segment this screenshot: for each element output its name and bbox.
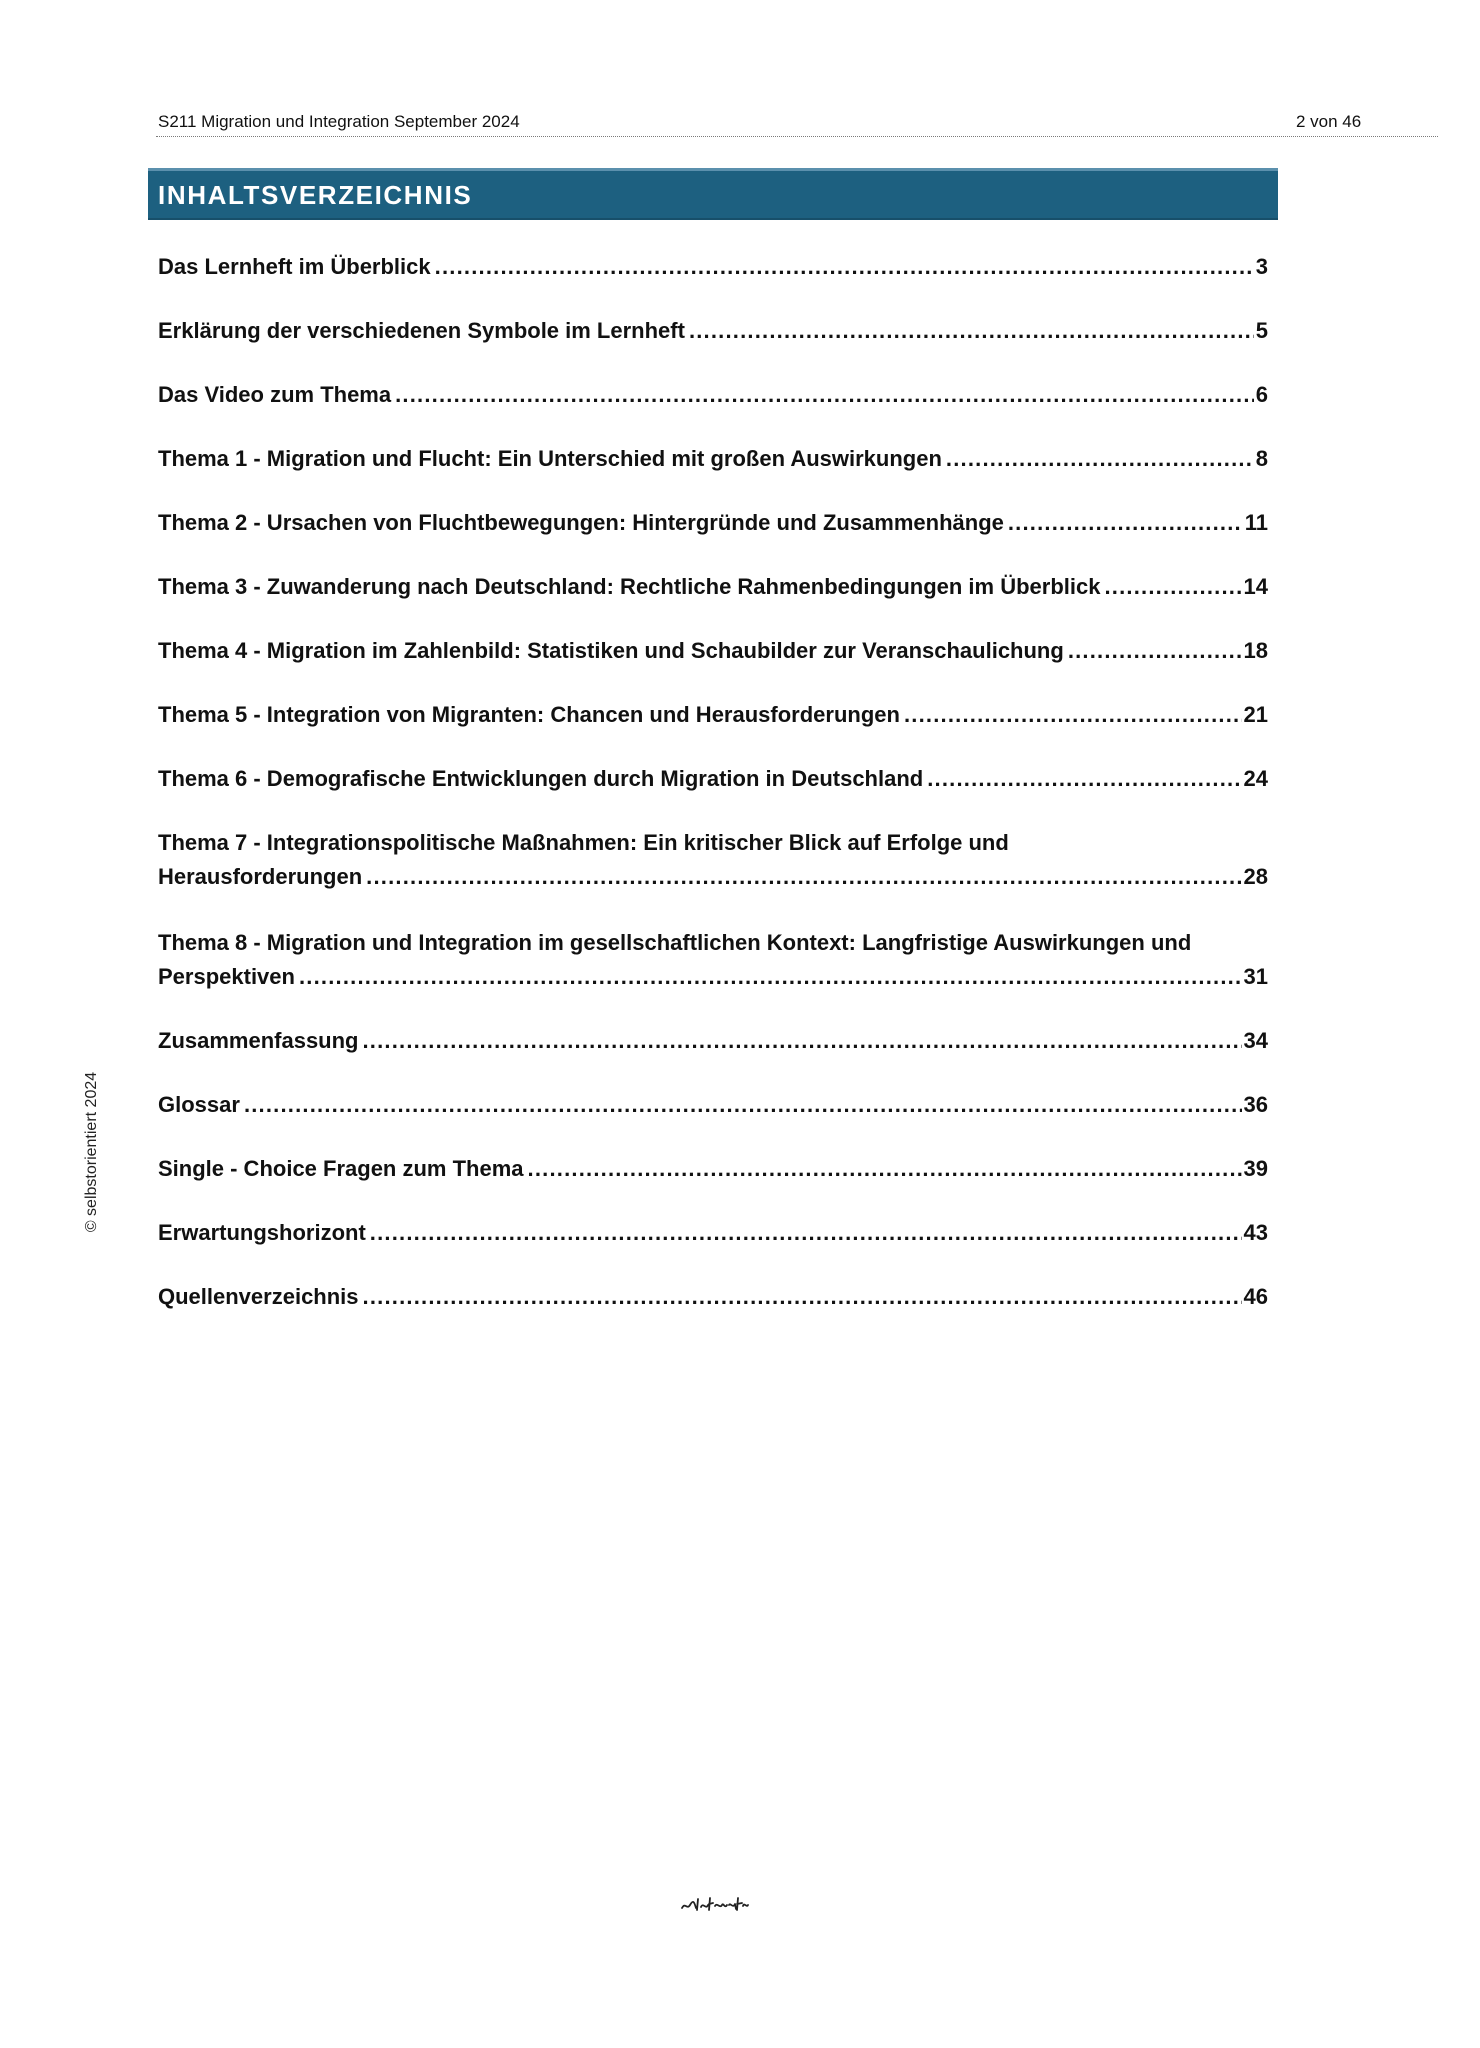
toc-title: INHALTSVERZEICHNIS <box>158 180 473 210</box>
toc-heading-banner <box>148 168 1278 220</box>
page-counter: 2 von 46 <box>1296 112 1362 131</box>
toc-page-number: 36 <box>1243 1092 1268 1117</box>
toc-entry-title: Thema 8 - Migration und Integration im gesellschaftlichen Kontext: Langfristige Auswirkungen und <box>158 930 1192 955</box>
toc-entry[interactable] <box>158 1152 1268 1186</box>
toc-dot-leader <box>363 1024 1242 1058</box>
toc-entry-title: Erklärung der verschiedenen Symbole im Lernheft <box>158 318 685 343</box>
toc-entry-title-continued: Perspektiven <box>158 964 295 989</box>
toc-page-number: 24 <box>1243 766 1268 791</box>
toc-dot-leader <box>299 960 1242 994</box>
toc-entry-title: Thema 5 - Integration von Migranten: Chancen und Herausforderungen <box>158 702 900 727</box>
toc-entry-title-continued: Herausforderungen <box>158 864 363 889</box>
toc-dot-leader <box>528 1152 1242 1186</box>
toc-entry[interactable] <box>158 1088 1268 1122</box>
toc-dot-leader <box>370 1216 1242 1250</box>
toc-entry[interactable] <box>158 442 1268 476</box>
copyright-notice: © selbstorientiert 2024 <box>83 1071 100 1233</box>
toc-entry-title: Quellenverzeichnis <box>158 1284 359 1309</box>
toc-entry-title: Thema 2 - Ursachen von Fluchtbewegungen: Hintergründe und Zusammenhänge <box>158 510 1004 535</box>
toc-entry-title: Zusammenfassung <box>158 1028 359 1053</box>
toc-page-number: 34 <box>1243 1028 1268 1053</box>
toc-dot-leader <box>395 378 1254 412</box>
toc-entry-title: Das Video zum Thema <box>158 382 392 407</box>
toc-entry-title: Thema 4 - Migration im Zahlenbild: Statistiken und Schaubilder zur Veranschaulichung <box>158 638 1064 663</box>
toc-dot-leader <box>689 314 1254 348</box>
document-title: S211 Migration und Integration September 2024 <box>158 112 520 131</box>
toc-dot-leader <box>927 762 1241 796</box>
toc-entry[interactable] <box>158 762 1268 796</box>
toc-page-number: 28 <box>1243 864 1268 889</box>
toc-entry[interactable] <box>158 826 1268 894</box>
toc-entry[interactable] <box>158 570 1268 604</box>
toc-page-number: 14 <box>1243 574 1268 599</box>
toc-page-number: 43 <box>1243 1220 1268 1245</box>
toc-page-number: 5 <box>1255 318 1268 343</box>
toc-entry-title: Thema 1 - Migration und Flucht: Ein Unterschied mit großen Auswirkungen <box>158 446 942 471</box>
toc-entry[interactable] <box>158 1024 1268 1058</box>
toc-entry-title: Erwartungshorizont <box>158 1220 366 1245</box>
toc-page-number: 21 <box>1243 702 1268 727</box>
toc-entry[interactable] <box>158 1216 1268 1250</box>
toc-entry[interactable] <box>158 1280 1268 1314</box>
page-header <box>156 110 1438 137</box>
toc-entry[interactable] <box>158 926 1268 994</box>
toc-page-number: 46 <box>1243 1284 1268 1309</box>
toc-entry[interactable] <box>158 506 1268 540</box>
toc-dot-leader <box>1008 506 1243 540</box>
toc-page-number: 3 <box>1255 254 1268 279</box>
footer-logo <box>680 1893 750 1915</box>
toc-page-number: 11 <box>1244 510 1268 535</box>
toc-dot-leader <box>244 1088 1242 1122</box>
toc-entry[interactable] <box>158 314 1268 348</box>
toc-dot-leader <box>435 250 1254 284</box>
toc-dot-leader <box>946 442 1254 476</box>
toc-dot-leader <box>366 860 1241 894</box>
toc-entry[interactable] <box>158 250 1268 284</box>
toc-entry-title: Thema 6 - Demografische Entwicklungen durch Migration in Deutschland <box>158 766 924 791</box>
toc-dot-leader <box>363 1280 1242 1314</box>
toc-page-number: 18 <box>1243 638 1268 663</box>
toc-entry-title: Thema 7 - Integrationspolitische Maßnahmen: Ein kritischer Blick auf Erfolge und <box>158 830 1009 855</box>
toc-entry[interactable] <box>158 378 1268 412</box>
toc-page-number: 6 <box>1255 382 1268 407</box>
toc-page-number: 39 <box>1243 1156 1268 1181</box>
toc-entry[interactable] <box>158 634 1268 668</box>
toc-page-number: 31 <box>1243 964 1268 989</box>
toc-entry-title: Single - Choice Fragen zum Thema <box>158 1156 524 1181</box>
toc-entry-title: Thema 3 - Zuwanderung nach Deutschland: Rechtliche Rahmenbedingungen im Überblick <box>158 574 1101 599</box>
toc-dot-leader <box>904 698 1242 732</box>
toc-entry-title: Das Lernheft im Überblick <box>158 254 431 279</box>
toc-entry[interactable] <box>158 698 1268 732</box>
toc-page-number: 8 <box>1255 446 1268 471</box>
toc-entry-title: Glossar <box>158 1092 240 1117</box>
toc-dot-leader <box>1104 570 1241 604</box>
toc-dot-leader <box>1068 634 1242 668</box>
